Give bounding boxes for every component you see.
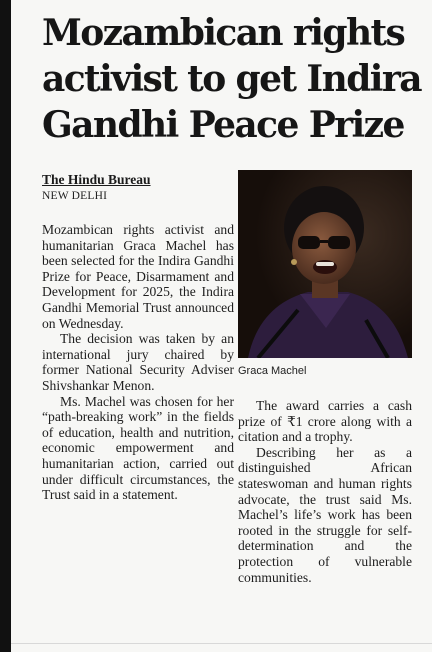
paragraph: The decision was taken by an international jury chaired by former National Security Adviser Shivshankar Menon. xyxy=(42,331,234,393)
paragraph: Mozambican rights activist and humanitarian Graca Machel has been selected for the Indira Gandhi Prize for Peace, Disarmament and Development for 2025, the Indira Gandhi Memorial Trust announced on Wednesday. xyxy=(42,222,234,331)
article-byline: The Hindu Bureau xyxy=(42,172,151,187)
paragraph: The award carries a cash prize of ₹1 crore along with a citation and a trophy. xyxy=(238,398,412,445)
portrait-photo-illustration xyxy=(238,170,412,358)
photo-caption: Graca Machel xyxy=(238,365,307,377)
scan-edge xyxy=(0,0,11,652)
article-dateline: NEW DELHI xyxy=(42,190,108,202)
article-column-left xyxy=(42,222,234,503)
portrait-photo xyxy=(238,170,412,358)
paragraph: Ms. Machel was chosen for her “path-breaking work” in the fields of education, health and nutrition, economic empowerment and humanitarian action, carried out under difficult circumstances, the Trust said in a statement. xyxy=(42,393,234,503)
article-headline: Mozambican rights activist to get Indira Gandhi Peace Prize xyxy=(42,12,421,146)
bottom-divider xyxy=(11,643,432,644)
paragraph: Describing her as a distinguished African stateswoman and human rights advocate, the trust said Ms. Machel’s life’s work has been rooted in the struggle for self-determination and the protection of vulnerable communities. xyxy=(238,444,412,585)
article-column-right xyxy=(238,398,412,585)
